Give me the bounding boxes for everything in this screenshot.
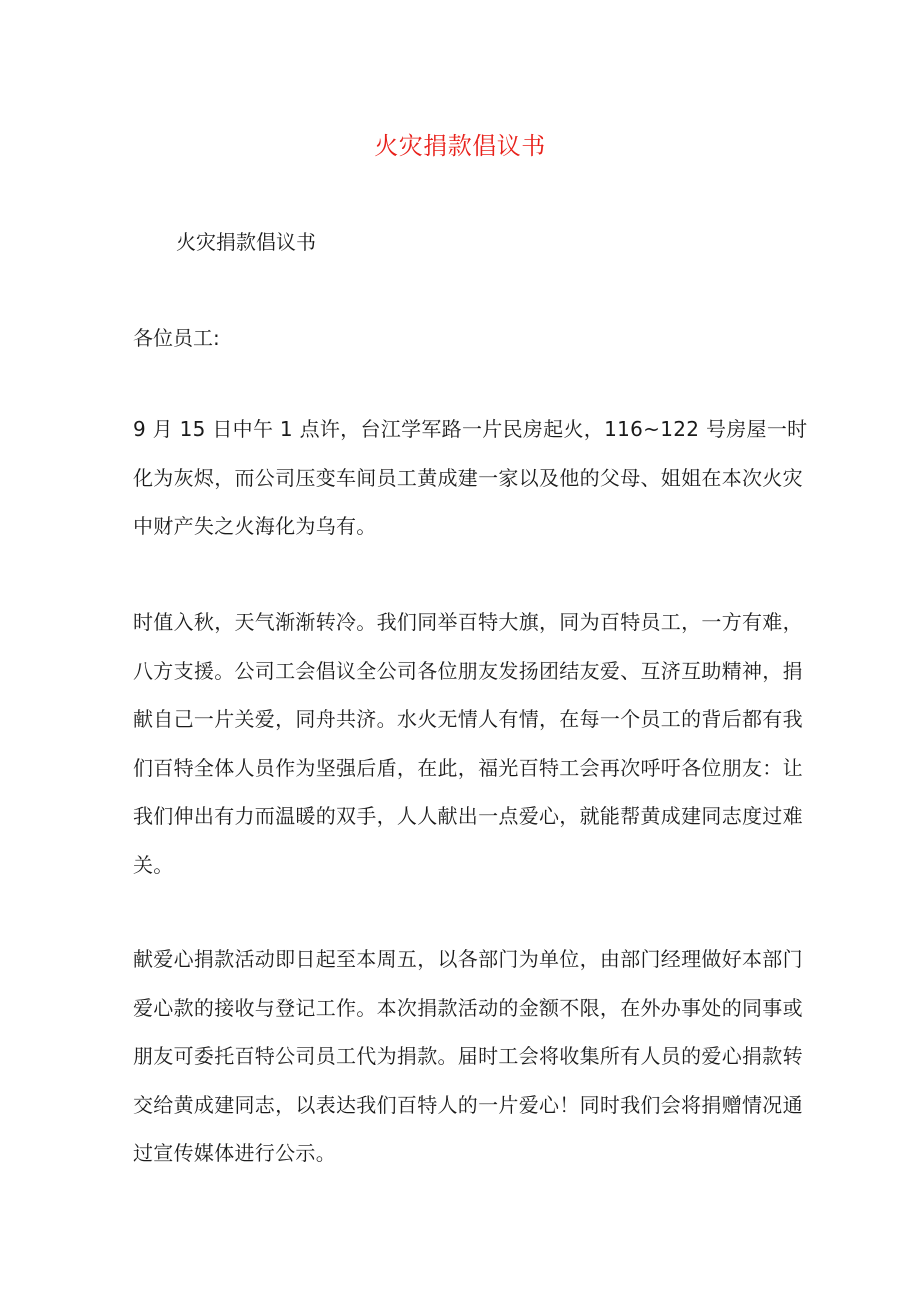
paragraph-line: 献爱心捐款活动即日起至本周五，以各部门为单位，由部门经理做好本部门 [133, 947, 803, 971]
paragraph-line: 中财产失之火海化为乌有。 [133, 514, 377, 538]
paragraph-line: 过宣传媒体进行公示。 [133, 1141, 336, 1165]
paragraph-line: 我们伸出有力而温暖的双手，人人献出一点爱心，就能帮黄成建同志度过难 [133, 804, 803, 828]
paragraph-line: 交给黄成建同志，以表达我们百特人的一片爱心！同时我们会将捐赠情况通 [133, 1092, 803, 1117]
paragraph-arrangement [133, 935, 803, 1178]
paragraph-line: 们百特全体人员作为坚强后盾，在此，福光百特工会再次呼吁各位朋友：让 [133, 755, 803, 780]
paragraph-line: 化为灰烬，而公司压变车间员工黄成建一家以及他的父母、姐姐在本次火灾 [133, 465, 803, 490]
paragraph-appeal [133, 598, 803, 889]
paragraph-line: 朋友可委托百特公司员工代为捐款。届时工会将收集所有人员的爱心捐款转 [133, 1044, 803, 1068]
paragraph-line: 八方支援。公司工会倡议全公司各位朋友发扬团结友爱、互济互助精神，捐 [133, 658, 803, 683]
paragraph-line: 关。 [133, 852, 174, 877]
paragraph-line: 9 月 15 日中午 1 点许，台江学军路一片民房起火，116~122 号房屋一时 [133, 417, 808, 441]
document-subtitle: 火灾捐款倡议书 [176, 230, 316, 254]
document-title: 火灾捐款倡议书 [374, 132, 546, 160]
paragraph-line: 时值入秋，天气渐渐转冷。我们同举百特大旗，同为百特员工，一方有难， [133, 610, 803, 634]
paragraph-line: 爱心款的接收与登记工作。本次捐款活动的金额不限，在外办事处的同事或 [133, 995, 803, 1020]
paragraph-line: 献自己一片关爱，同舟共济。水火无情人有情，在每一个员工的背后都有我 [133, 707, 803, 731]
paragraph-incident [133, 405, 808, 551]
salutation: 各位员工: [133, 326, 220, 350]
